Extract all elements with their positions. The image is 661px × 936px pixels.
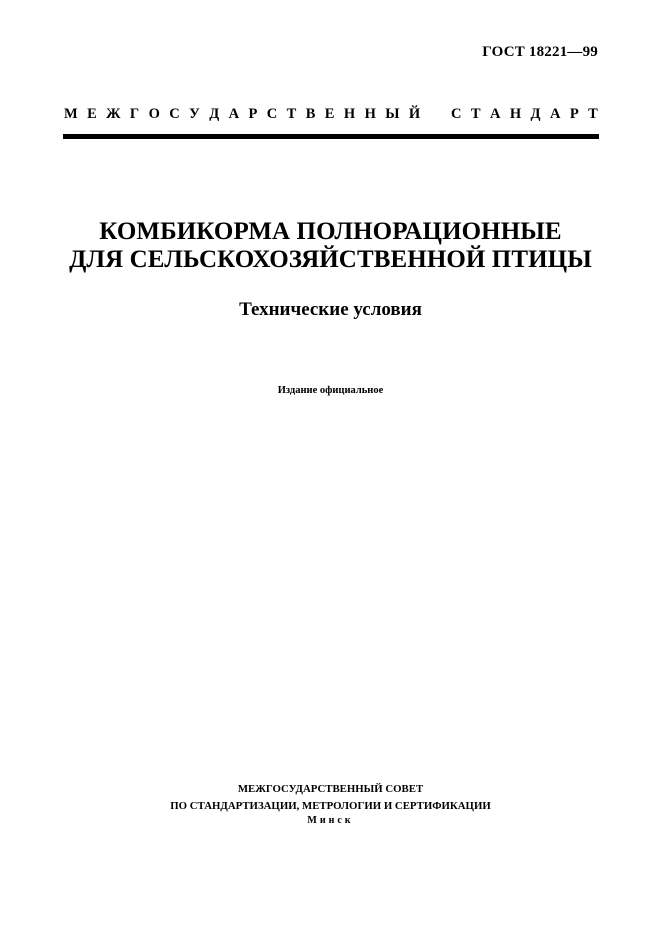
edition-note: Издание официальное bbox=[277, 385, 384, 396]
standard-type-letter: С bbox=[266, 106, 278, 122]
standard-type-letter: Д bbox=[209, 106, 220, 122]
standard-type-letter: Н bbox=[509, 106, 522, 122]
document-subtitle: Технические условия bbox=[239, 299, 422, 320]
publisher-line-1: МЕЖГОСУДАРСТВЕННЫЙ СОВЕТ bbox=[237, 783, 424, 795]
standard-type-letter: М bbox=[64, 106, 78, 122]
standard-type-letter: Д bbox=[530, 106, 541, 122]
standard-type-letter: О bbox=[148, 106, 160, 122]
standard-type-letter: А bbox=[228, 106, 240, 122]
standard-type-letter: У bbox=[189, 106, 200, 122]
standard-type-letter: Р bbox=[248, 106, 258, 122]
standard-type-letter: Р bbox=[569, 106, 579, 122]
document-title bbox=[40, 218, 621, 274]
title-line-2: ДЛЯ СЕЛЬСКОХОЗЯЙСТВЕННОЙ ПТИЦЫ bbox=[69, 246, 592, 273]
header-rule bbox=[63, 134, 599, 139]
standard-type-letter: Т bbox=[286, 106, 297, 122]
title-line-1: КОМБИКОРМА ПОЛНОРАЦИОННЫЕ bbox=[99, 218, 562, 245]
standard-type-letter: С bbox=[451, 106, 462, 122]
standard-type-letter: Й bbox=[408, 106, 421, 122]
standard-type-letter: Е bbox=[87, 106, 97, 122]
standard-type-letter: Н bbox=[364, 106, 376, 122]
standard-type-letter: Т bbox=[470, 106, 481, 122]
standard-type-letter: В bbox=[305, 106, 316, 122]
standard-type-letter: Ы bbox=[385, 106, 400, 122]
publisher-block bbox=[40, 781, 621, 815]
publisher-city: Минск bbox=[307, 815, 354, 826]
standard-type-letter: Е bbox=[324, 106, 335, 122]
standard-type-heading bbox=[64, 106, 598, 123]
standard-type-letter: А bbox=[549, 106, 561, 122]
publisher-line-2: ПО СТАНДАРТИЗАЦИИ, МЕТРОЛОГИИ И СЕРТИФИКАЦИИ bbox=[170, 800, 491, 812]
standard-type-letter: А bbox=[489, 106, 501, 122]
standard-type-letter: Н bbox=[343, 106, 356, 122]
standard-type-letter: Г bbox=[129, 106, 140, 122]
standard-type-letter: Т bbox=[588, 106, 598, 122]
standard-type-letter: Ж bbox=[106, 106, 121, 122]
document-code: ГОСТ 18221—99 bbox=[482, 44, 598, 60]
standard-type-letter: С bbox=[169, 106, 180, 122]
standard-type-gap bbox=[430, 106, 442, 123]
